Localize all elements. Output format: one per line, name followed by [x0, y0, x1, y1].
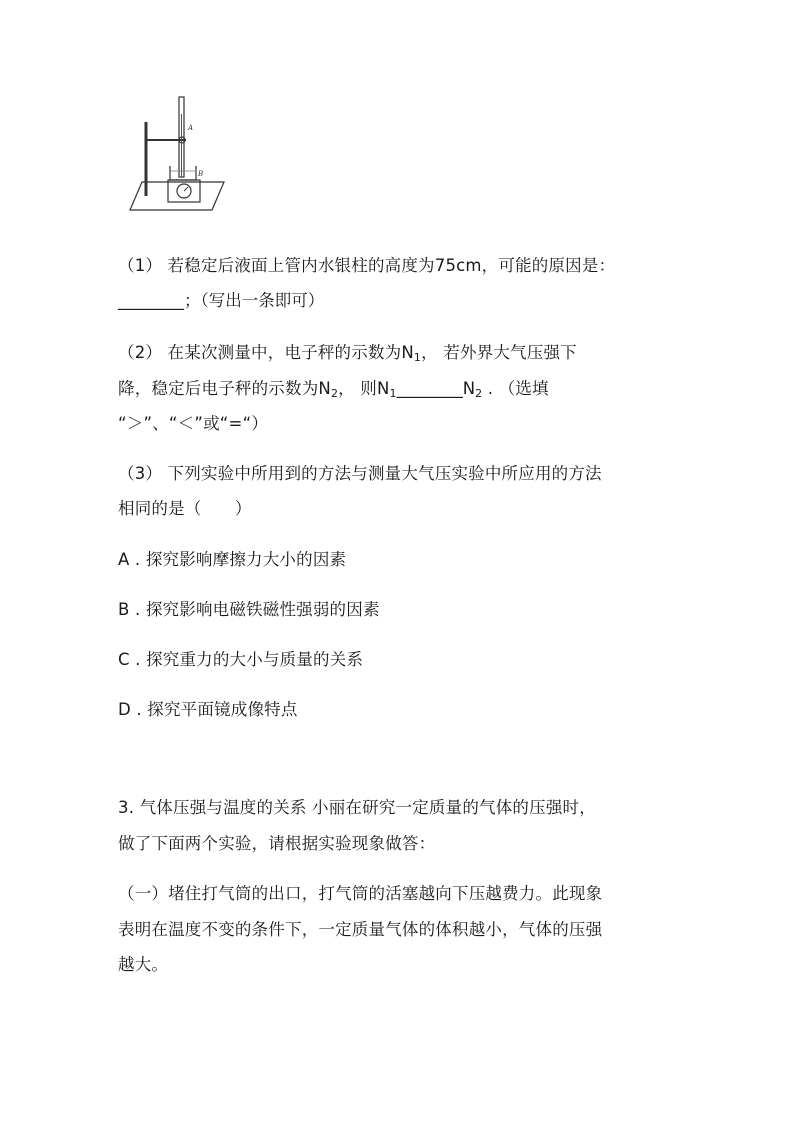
q1-line2: ________；（写出一条即可）: [118, 291, 325, 310]
option-d: D . 探究平面镜成像特点: [118, 700, 298, 719]
label-a: A: [188, 124, 194, 132]
q3-line2: 相同的是（ ）: [118, 499, 252, 518]
q2-line1: （2） 在某次测量中，电子秤的示数为$N_1$， 若外界大气压强下: [118, 343, 577, 364]
q2-line3: “＞”、“＜”或“=“）: [118, 414, 269, 433]
problem3-line2: 做了下面两个实验，请根据实验现象做答：: [118, 834, 436, 853]
option-b: B . 探究影响电磁铁磁性强弱的因素: [118, 600, 380, 619]
base-board: [130, 182, 224, 210]
option-c: C . 探究重力的大小与质量的关系: [118, 650, 364, 669]
exp1-line2: 表明在温度不变的条件下，一定质量气体的体积越小，气体的压强: [118, 920, 603, 939]
exp1-line1: （一）堵住打气筒的出口，打气筒的活塞越向下压越费力。此现象: [118, 884, 603, 903]
mercury-trough: [170, 166, 196, 180]
label-b: B: [198, 170, 204, 178]
problem3-line1: 3. 气体压强与温度的关系 小丽在研究一定质量的气体的压强时，: [118, 798, 596, 817]
q3-line1: （3） 下列实验中所用到的方法与测量大气压实验中所应用的方法: [118, 464, 602, 483]
apparatus-figure: [118, 92, 228, 214]
exp1-line3: 越大。: [118, 955, 169, 974]
q1-line1: （1） 若稳定后液面上管内水银柱的高度为75cm，可能的原因是：: [118, 256, 616, 275]
option-a: A . 探究影响摩擦力大小的因素: [118, 550, 347, 569]
q2-line2: 降，稳定后电子秤的示数为$N_2$， 则$N_1\_\_\_\_\_\_\_\_N_2$ . （选填: [118, 379, 549, 400]
